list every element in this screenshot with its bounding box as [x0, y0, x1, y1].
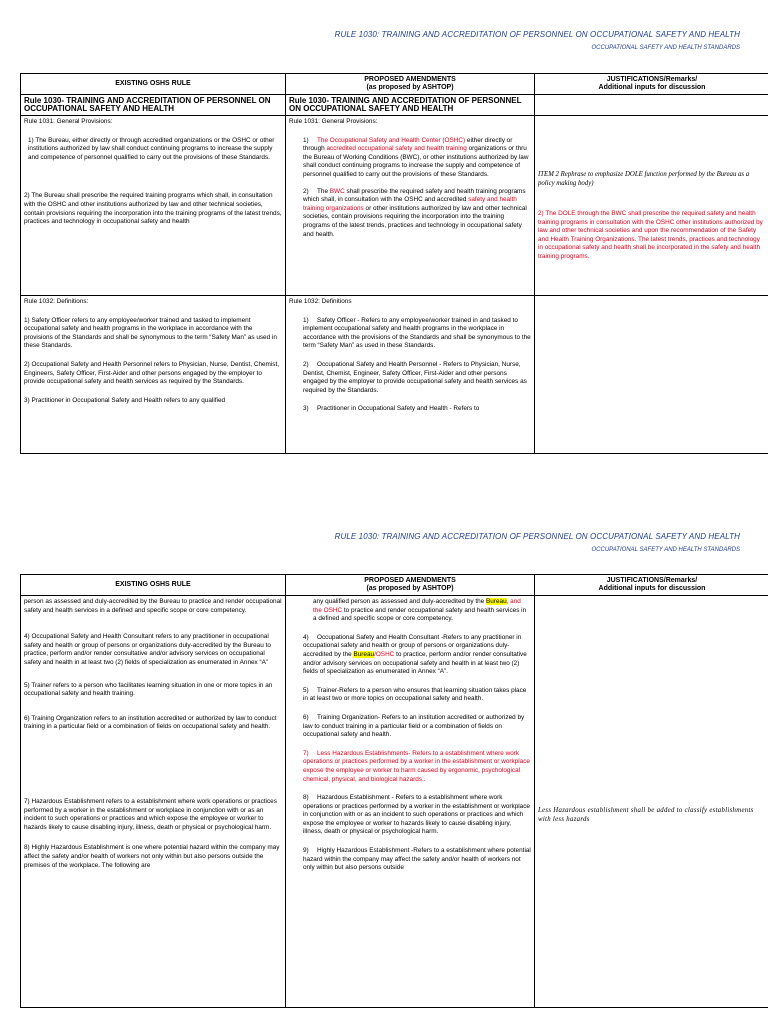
page-header [335, 532, 740, 553]
table-header-row [21, 575, 768, 596]
header-title: RULE 1030: TRAINING AND ACCREDITATION OF PERSONNEL ON OCCUPATIONAL SAFETY AND HEALTH [334, 532, 740, 541]
table-header-row [21, 74, 768, 95]
proposed-cell: Rule 1031: General Provisions: 1) The Occupational Safety and Health Center (OSHC) either directly or through accredited occupational safety and health training organizations or thru the Bureau of Working Conditions (BWC), or other institutions authorized by law shall conduct continuing programs to increase the supply and competence of personnel qualified to carry out the provisions of these Standards. 2) The BWC shall prescribe the required safety and health training programs which shall, in consultation with the OSHC and accredited safety and health training organizations or other institutions authorized by law and other technical societies, contain provisions requiring the incorporation into the training programs of the latest trends, practices and technology in occupational safety and health. [286, 116, 535, 296]
table-row [21, 296, 768, 454]
col-header-justifications: JUSTIFICATIONS/Remarks/ Additional inputs for discussion [535, 74, 768, 95]
proposed-cell: Rule 1032: Definitions 1) Safety Officer - Refers to any employee/worker trained in and tasked to implement occupational safety and health programs in the workplace in accordance with the provisions of the Standards and shall be synonymous to the term “Safety Man” as used in these Standards. 2) Occupational Safety and Health Personnel - Refers to Physician, Nurse, Dentist, Chemist, Engineer, Safety Officer, First-Aider and other persons engaged by the employer to provide occupational safety and health services as required by the Standards. 3) Practitioner in Occupational Safety and Health - Refers to [286, 296, 535, 454]
header-subtitle: OCCUPATIONAL SAFETY AND HEALTH STANDARDS [591, 547, 740, 553]
rule-title-proposed: Rule 1030- TRAINING AND ACCREDITATION OF PERSONNEL ON OCCUPATIONAL SAFETY AND HEALTH [286, 95, 535, 116]
col-header-existing: EXISTING OSHS RULE [21, 575, 286, 596]
col-header-justifications: JUSTIFICATIONS/Remarks/ Additional inputs for discussion [535, 575, 768, 596]
empty-cell [535, 296, 768, 454]
comparison-table [20, 73, 768, 454]
comparison-table [20, 574, 768, 1008]
existing-cell: Rule 1031: General Provisions: 1) The Bureau, either directly or through accredited organizations or the OSHC or other institutions authorized by law shall conduct continuing programs to increase the supply and competence of personnel qualified to carry out the provisions of these Standards. 2) The Bureau shall prescribe the required training programs which shall, in consultation with the OSHC and other institutions authorized by law and other technical societies, contain provisions requiring the incorporation into the training programs of the latest trends, practices and technology in occupational safety and health [21, 116, 286, 296]
justification-cell: ITEM 2 Rephrase to emphasize DOLE function performed by the Bureau as a policy making body) 2) The DOLE through the BWC shall prescribe the required safety and health training programs in consultation with the OSHC other institutions authorized by law and other technical societies and upon the recommendation of the Safety and Health Training Organizations. The latest trends, practices and technology in occupational safety and health shall be incorporated in the safety and health training programs. [535, 116, 768, 296]
empty-cell [535, 95, 768, 116]
col-header-proposed: PROPOSED AMENDMENTS (as proposed by ASHTOP) [286, 74, 535, 95]
page-header [335, 30, 740, 51]
table-row [21, 116, 768, 296]
header-subtitle: OCCUPATIONAL SAFETY AND HEALTH STANDARDS [591, 45, 740, 51]
page-2 [0, 500, 768, 1024]
header-title: RULE 1030: TRAINING AND ACCREDITATION OF PERSONNEL ON OCCUPATIONAL SAFETY AND HEALTH [334, 30, 740, 39]
col-header-existing: EXISTING OSHS RULE [21, 74, 286, 95]
col-header-proposed: PROPOSED AMENDMENTS (as proposed by ASHTOP) [286, 575, 535, 596]
justification-cell: Less Hazardous establishment shall be added to classify establishments with less hazards [535, 596, 768, 1008]
page-1 [0, 0, 768, 500]
existing-cell: Rule 1032: Definitions: 1) Safety Officer refers to any employee/worker trained and tasked to implement occupational safety and health programs in the workplace in accordance with the provisions of the Standards and shall be synonymous to the term “Safety Man” as used in these Standards. 2) Occupational Safety and Health Personnel refers to Physician, Nurse, Dentist, Chemist, Engineers, Safety Officer, First-Aider and other persons engaged by the employer to provide occupational safety and health services as required by the Standards. 3) Practitioner in Occupational Safety and Health refers to any qualified [21, 296, 286, 454]
table-row [21, 95, 768, 116]
proposed-cell: any qualified person as assessed and duly-accredited by the Bureau, and the OSHC to practice and render occupational safety and health services in a defined and specific scope or core competency. 4) Occupational Safety and Health Consultant -Refers to any practitioner in occupational safety and health or group of persons or organizations duly-accredited by the Bureau/OSHC to practice, perform and/or render consultative and/or advisory services on occupational safety and health in at least two (2) fields of specialization as enumerated in Annex “A”. 5) Trainer-Refers to a person who ensures that learning situation takes place in at least two or more topics on occupational safety and health. 6) Training Organization- Refers to an institution accredited or authorized by law to conduct training in a particular field or a combination of fields on occupational safety and health. 7) Less Hazardous Establishments- Refers to a establishment where work operations or practices performed by a worker in the establishment or workplace expose the employee or worker to harm caused by ergonomic, psychological chemical, physical, and biological hazards.. 8) Hazardous Establishment - Refers to a establishment where work operations or practices performed by a worker in the establishment or workplace in conjunction with or as an incident to such operations or practices and which expose the employee or worker to hazards likely to cause disabling injury, illness, death or physical or psychological harm. 9) Highly Hazardous Establishment -Refers to a establishment where potential hazard within the company may affect the safety and/or health of workers not only within but also persons outside [286, 596, 535, 1008]
existing-cell: person as assessed and duly-accredited by the Bureau to practice and render occupational safety and health services in a defined and specific scope or core competency. 4) Occupational Safety and Health Consultant refers to any practitioner in occupational safety and health or group of persons or organizations duly-accredited by the Bureau to practice, perform and/or render consultative and/or advisory services on occupational safety and health in at least two (2) fields of specialization as enumerated in Annex “A” 5) Trainer refers to a person who facilitates learning situation in one or more topics in an occupational safety and health training. 6) Training Organization refers to an institution accredited or authorized by law to conduct training in a particular field or a combination of fields on occupational safety and health. 7) Hazardous Establishment refers to a establishment where work operations or practices performed by a worker in the establishment or workplace in conjunction with or as an incident to such operations or practices and which expose the employee or worker to hazards likely to cause disabling injury, illness, death or physical or psychological harm. 8) Highly Hazardous Establishment is one where potential hazard within the company may affect the safety and/or health of workers not only within but also persons outside the premises of the workplace. The following are [21, 596, 286, 1008]
rule-title-existing: Rule 1030- TRAINING AND ACCREDITATION OF PERSONNEL ON OCCUPATIONAL SAFETY AND HEALTH [21, 95, 286, 116]
table-row [21, 596, 768, 1008]
